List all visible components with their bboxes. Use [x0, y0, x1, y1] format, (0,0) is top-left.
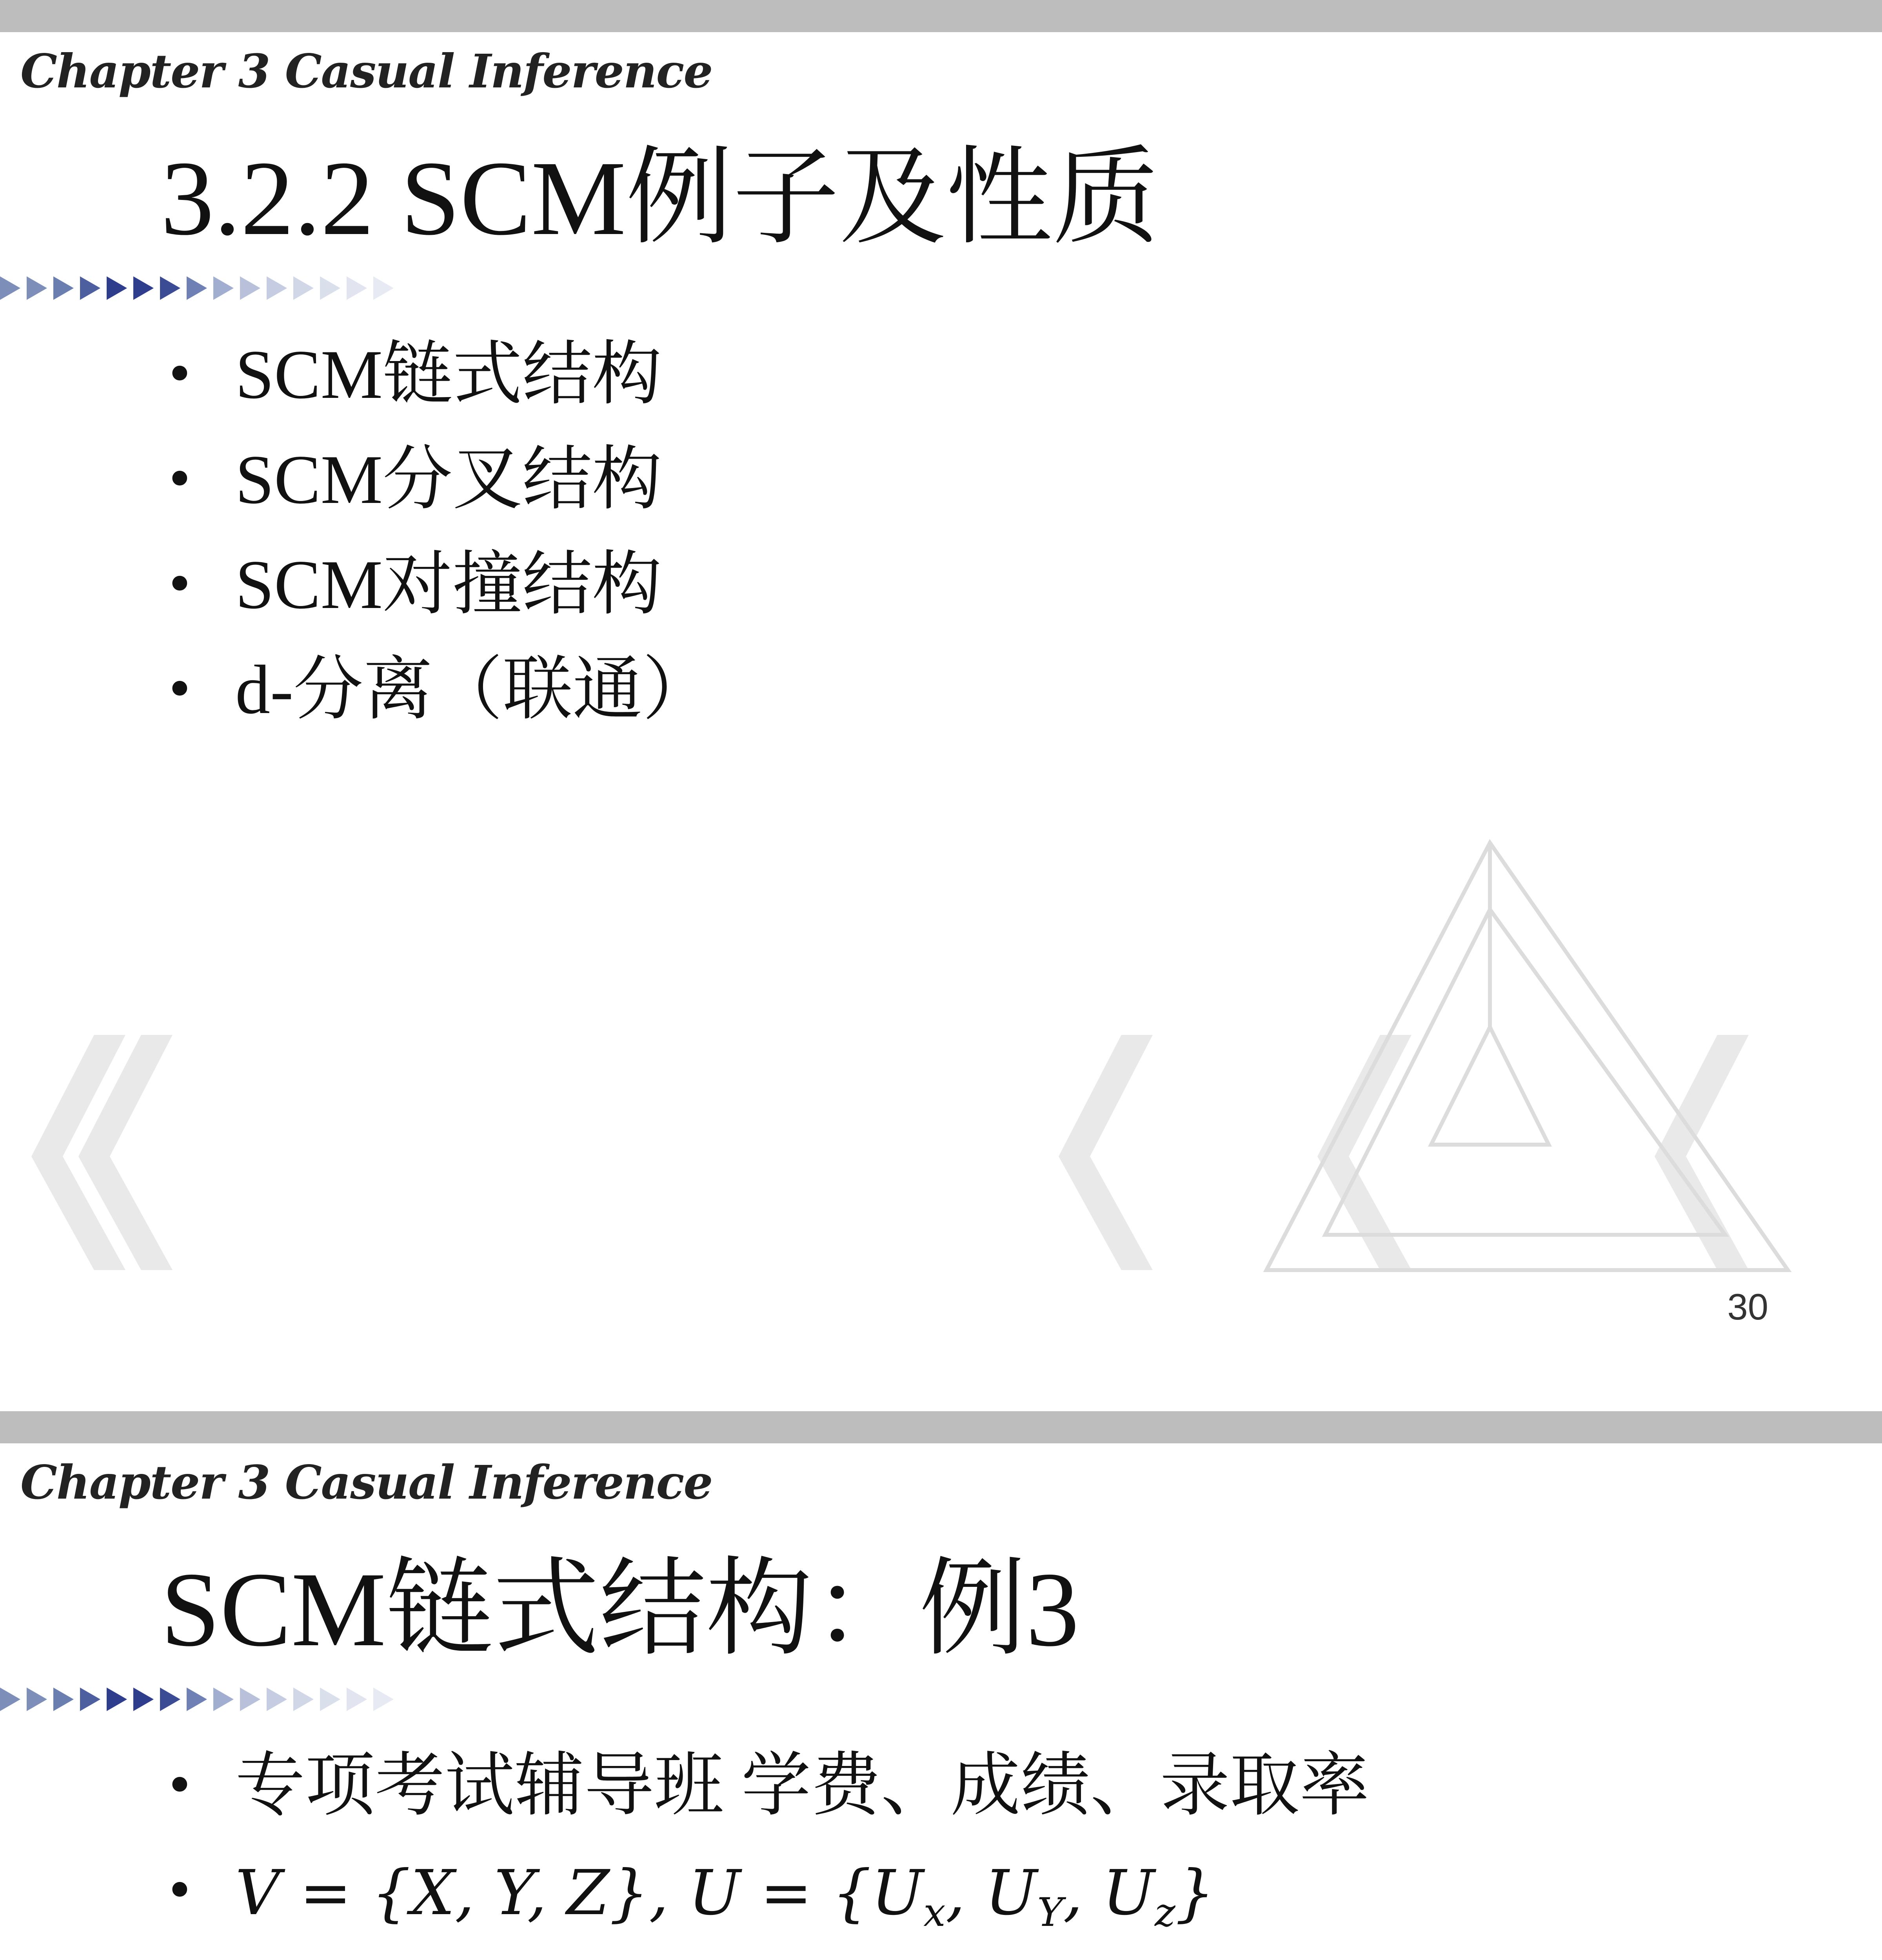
top-bar: [0, 1411, 1882, 1443]
strip-arrow: [187, 1688, 207, 1711]
page-number: 30: [1727, 1286, 1768, 1327]
strip-arrow: [373, 276, 394, 300]
arrow-strip-decoration: [0, 1682, 408, 1717]
bullet-item-sets-vu: [161, 1846, 1370, 1951]
strip-arrow: [80, 1688, 100, 1711]
strip-arrow: [373, 1688, 394, 1711]
bullet-item-set-f: [161, 1951, 1370, 1960]
strip-arrow: [27, 276, 47, 300]
top-bar: [0, 0, 1882, 32]
bullet-list: [161, 329, 712, 750]
slide-title: 3.2.2 SCM例子及性质: [161, 139, 1159, 257]
bullet-item: • 专项考试辅导班 学费、成绩、录取率: [161, 1740, 1370, 1846]
strip-arrow: [320, 1688, 340, 1711]
bullet-item: • SCM分叉结构: [161, 434, 712, 539]
strip-arrow: [320, 276, 340, 300]
chapter-header: Chapter 3 Casual Inference: [20, 44, 712, 98]
bullet-list: [161, 1740, 1370, 1960]
strip-arrow: [267, 1688, 287, 1711]
strip-arrow: [187, 276, 207, 300]
strip-arrow: [347, 276, 367, 300]
strip-arrow: [53, 1688, 74, 1711]
strip-arrow: [240, 1688, 260, 1711]
strip-arrow: [133, 1688, 154, 1711]
strip-arrow: [107, 1688, 127, 1711]
strip-arrow: [293, 276, 314, 300]
strip-arrow: [240, 276, 260, 300]
bullet-item: • SCM链式结构: [161, 329, 712, 434]
chapter-header: Chapter 3 Casual Inference: [20, 1455, 712, 1510]
strip-arrow: [53, 276, 74, 300]
strip-arrow: [160, 276, 180, 300]
strip-arrow: [213, 276, 234, 300]
strip-arrow: [107, 276, 127, 300]
bullet-item: • SCM对撞结构: [161, 539, 712, 644]
strip-arrow: [27, 1688, 47, 1711]
slide-31: [0, 1411, 1882, 1960]
strip-arrow: [160, 1688, 180, 1711]
strip-arrow: [267, 276, 287, 300]
strip-arrow: [133, 276, 154, 300]
math-expression: V = {X, Y, Z}, $U = \{U_x$, $U_Y$, $U_z$}: [235, 1857, 1215, 1935]
arrow-strip-decoration: [0, 270, 408, 306]
strip-arrow: [0, 276, 20, 300]
strip-arrow: [293, 1688, 314, 1711]
strip-arrow: [0, 1688, 20, 1711]
strip-arrow: [347, 1688, 367, 1711]
bullet-item: • d-分离（联通）: [161, 644, 712, 750]
strip-arrow: [80, 276, 100, 300]
strip-arrow: [213, 1688, 234, 1711]
slide-title: SCM链式结构：例3: [161, 1550, 1079, 1668]
